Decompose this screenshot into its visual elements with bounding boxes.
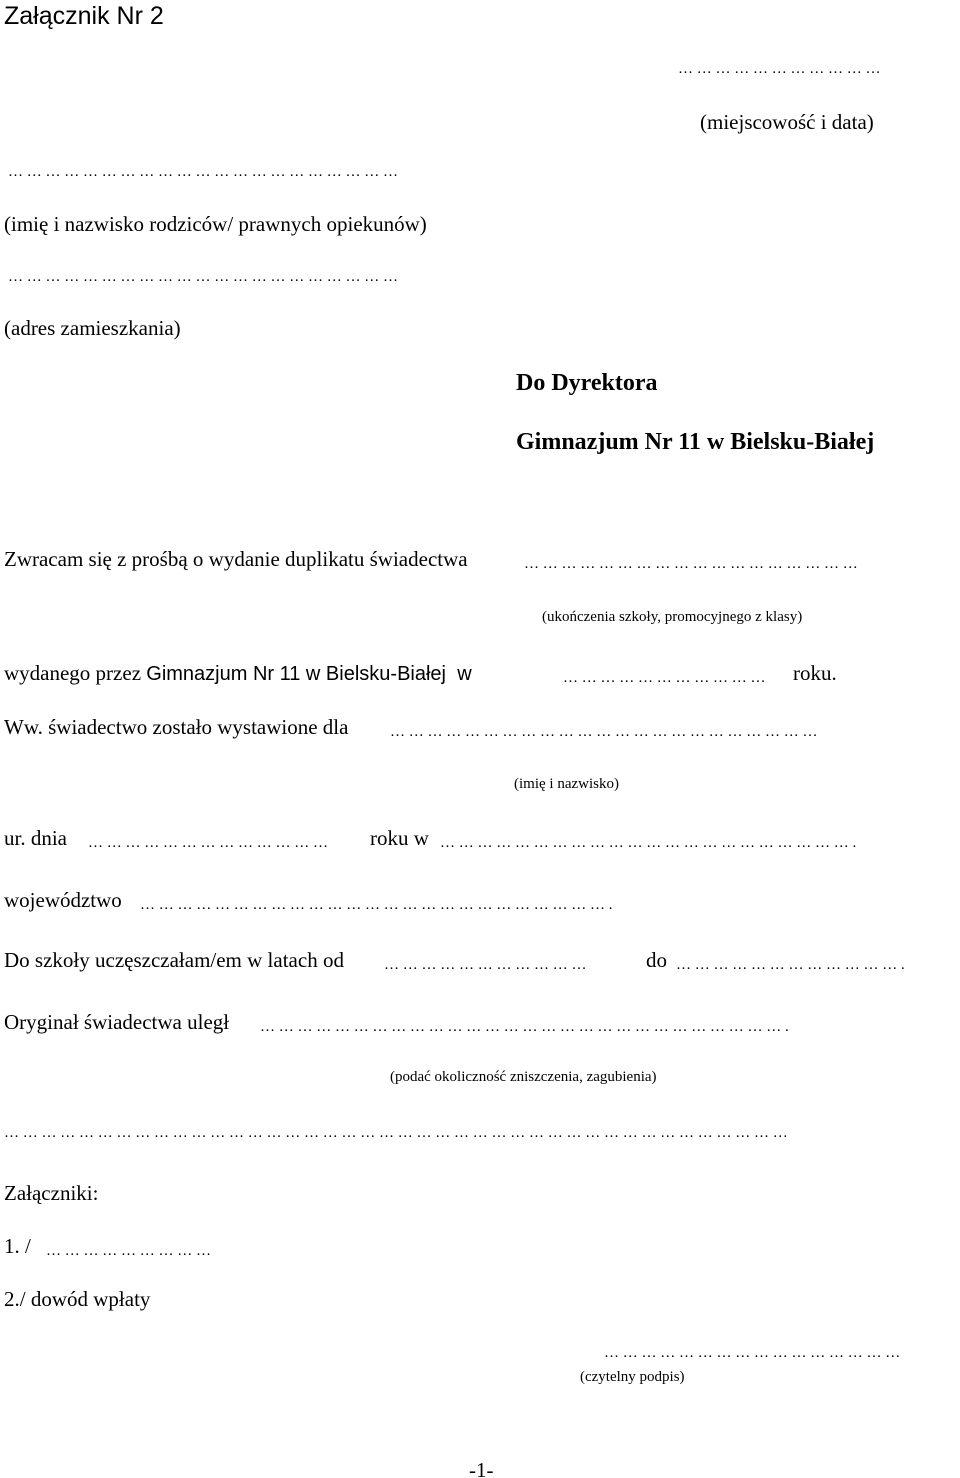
attended-from-dots: … … … … … … … … … … … (384, 957, 587, 973)
address-dots: … … … … … … … … … … … … … … … … … … … … … (8, 269, 398, 285)
attachment-1-prefix: 1. / (4, 1234, 31, 1258)
place-date-label: (miejscowość i data) (700, 110, 874, 134)
issued-for-text: Ww. świadectwo zostało wystawione dla (4, 715, 349, 739)
original-text: Oryginał świadectwa uległ (4, 1010, 230, 1034)
voivodeship-dots: … … … … … … … … … … … … … … … … … … … … … … … … … . (140, 897, 613, 913)
parent-name-label: (imię i nazwisko rodziców/ prawnych opiekunów) (4, 212, 427, 236)
born-place-dots: … … … … … … … … … … … … … … … … … … … … … … . (440, 835, 857, 851)
request-dots: … … … … … … … … … … … … … … … … … … (524, 556, 858, 572)
issued-year-suffix: roku. (793, 661, 837, 685)
attachment-1-dots: … … … … … … … … … (46, 1243, 211, 1259)
request-text: Zwracam się z prośbą o wydanie duplikatu świadectwa (4, 547, 468, 571)
voivodeship-text: województwo (4, 888, 122, 912)
issued-school: Gimnazjum Nr 11 w Bielsku-Białej (146, 663, 446, 685)
parent-name-dots: … … … … … … … … … … … … … … … … … … … … … (8, 164, 398, 180)
attended-to-text: do (646, 948, 667, 972)
issued-for-dots: … … … … … … … … … … … … … … … … … … … … … … … (390, 724, 818, 740)
attachment-2: 2./ dowód wpłaty (4, 1287, 151, 1311)
issued-year-dots: … … … … … … … … … … … (563, 670, 766, 686)
recipient-line-1: Do Dyrektora (516, 370, 658, 396)
original-dots: … … … … … … … … … … … … … … … … … … … … … … … … … … … … . (260, 1019, 789, 1035)
circumstance-dots: … … … … … … … … … … … … … … … … … … … … … … … … … … … … … … … … … … … … … … … … … … (4, 1125, 788, 1141)
issued-prefix: wydanego przez (4, 661, 142, 685)
document-title: Załącznik Nr 2 (4, 2, 164, 30)
attended-text: Do szkoły uczęszczałam/em w latach od (4, 948, 344, 972)
circumstance-label: (podać okoliczność zniszczenia, zagubienia) (390, 1069, 657, 1085)
issued-w: w (457, 663, 472, 685)
signature-dots: … … … … … … … … … … … … … … … … (604, 1345, 901, 1361)
born-date-dots: … … … … … … … … … … … … … (88, 835, 328, 851)
attended-to-dots: … … … … … … … … … … … … . (676, 957, 905, 973)
born-prefix: ur. dnia (4, 826, 67, 850)
born-year-text: roku w (370, 826, 429, 850)
signature-label: (czytelny podpis) (580, 1369, 685, 1385)
certificate-type-label: (ukończenia szkoły, promocyjnego z klasy) (542, 609, 803, 625)
attachments-heading: Załączniki: (4, 1181, 99, 1205)
student-name-label: (imię i nazwisko) (514, 776, 619, 792)
place-date-dots: … … … … … … … … … … … (678, 61, 881, 77)
issued-by-line (4, 663, 472, 684)
page-number: -1- (469, 1458, 494, 1478)
address-label: (adres zamieszkania) (4, 316, 181, 340)
recipient-line-2: Gimnazjum Nr 11 w Bielsku-Białej (516, 429, 875, 455)
